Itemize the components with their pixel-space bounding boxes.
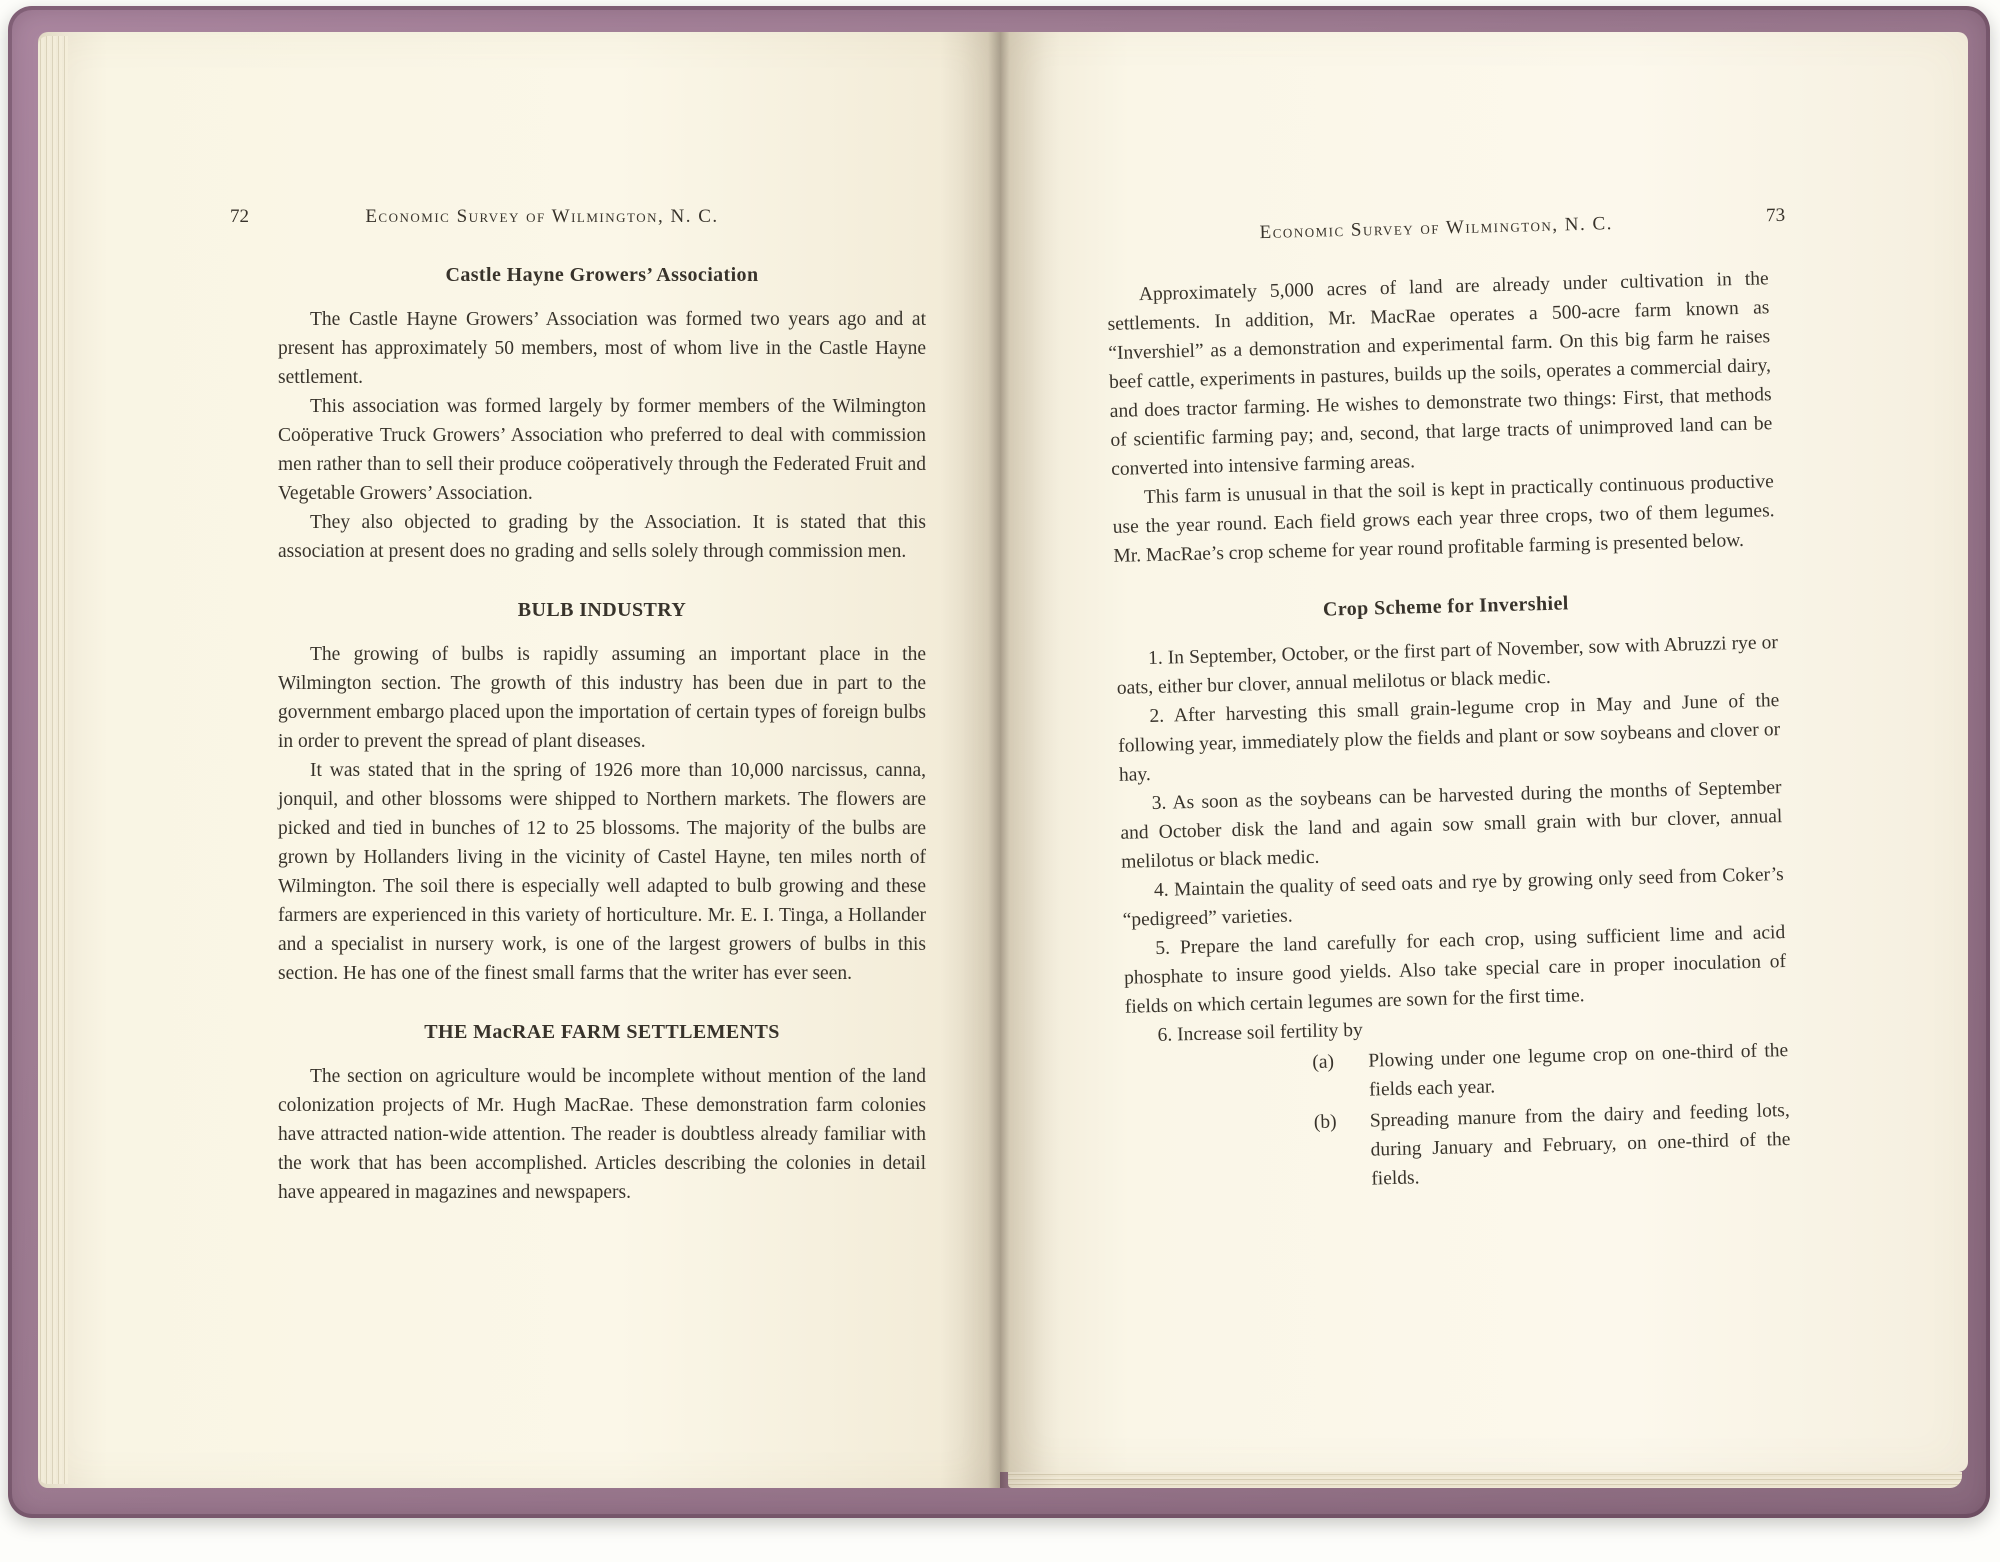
- book-cover: [8, 6, 1990, 1518]
- left-page-content: [230, 202, 926, 1207]
- page-number-left: 72: [230, 206, 249, 227]
- subitem-label-a: (a): [1312, 1051, 1335, 1074]
- subitem-label-b: (b): [1313, 1111, 1337, 1133]
- subitem-text-a: Plowing under one legume crop on one-third of the fields each year.: [1368, 1039, 1789, 1101]
- list-item-6: 6. Increase soil fertility by: [1157, 1019, 1364, 1046]
- paragraph: This farm is unusual in that the soil is kept in practically continuous productive use the year round. Each field grows each year three crops, two of them legumes. Mr. MacRae’s crop scheme for year round profitable farming is presented below.: [1112, 471, 1775, 567]
- right-page-content: [1105, 205, 1792, 1199]
- list-item-2: 2. After harvesting this small grain-legume crop in May and June of the following year, immediately plow the fields and plant or sow soybeans and clover or hay.: [1118, 690, 1781, 786]
- open-pages: [38, 32, 1968, 1488]
- running-title-left: Economic Survey of Wilmington, N. C.: [365, 206, 719, 227]
- running-head-left: [230, 202, 806, 231]
- heading-bulb-industry: BULB INDUSTRY: [517, 599, 687, 621]
- heading-castle-hayne-growers-association: Castle Hayne Growers’ Association: [445, 264, 759, 286]
- list-item-5: 5. Prepare the land carefully for each crop, using sufficient lime and acid phosphate to insure good yields. Also take special care in proper inoculation of fields on which certain legumes are sown for the first time.: [1123, 922, 1787, 1018]
- paragraph: They also objected to grading by the Association. It is stated that this association at present does no grading and sells solely through commission men.: [278, 512, 926, 562]
- paragraph: The Castle Hayne Growers’ Association was formed two years ago and at present has approximately 50 members, most of whom live in the Castle Hayne settlement.: [278, 309, 926, 388]
- heading-crop-scheme-invershiel: Crop Scheme for Invershiel: [1322, 592, 1569, 621]
- paragraph: Approximately 5,000 acres of land are already under cultivation in the settlements. In addition, Mr. MacRae operates a 500-acre farm known as “Invershiel” as a demonstration and experimental farm. On this big farm he raises beef cattle, experiments in pastures, builds up the soils, operates a commercial dairy, and does tractor farming. He wishes to demonstrate two things: First, that methods of scientific farming pay; and, second, that large tracts of unimproved land can be converted into intensive farming areas.: [1107, 268, 1773, 480]
- page-number-right: 73: [1765, 204, 1786, 227]
- page-left: [38, 32, 1000, 1488]
- list-item-3: 3. As soon as the soybeans can be harvested during the months of September and October disk the land and again sow small grain with bur clover, annual melilotus or black medic.: [1120, 777, 1783, 873]
- paragraph: The section on agriculture would be incomplete without mention of the land colonization projects of Mr. Hugh MacRae. These demonstration farm colonies have attracted nation-wide attention. The reader is doubtless already familiar with the work that has been accomplished. Articles describing the colonies in detail have appeared in magazines and newspapers.: [278, 1066, 926, 1203]
- running-head-right: [1105, 204, 1786, 251]
- running-title-right: Economic Survey of Wilmington, N. C.: [1259, 213, 1614, 244]
- page-right: [1000, 32, 1968, 1472]
- list-item-1: 1. In September, October, or the first part of November, sow with Abruzzi rye or oats, either bur clover, annual melilotus or black medic.: [1116, 632, 1779, 699]
- list-subitem-b: [1128, 1096, 1792, 1200]
- paragraph: The growing of bulbs is rapidly assuming an important place in the Wilmington section. The growth of this industry has been due in part to the government embargo placed upon the importation of certain types of foreign bulbs in order to prevent the spread of plant diseases.: [278, 644, 926, 752]
- subitem-text-b: Spreading manure from the dairy and feeding lots, during January and February, on one-third of the fields.: [1369, 1099, 1791, 1190]
- page-edge-stack-bottom: [1008, 1472, 1962, 1488]
- paragraph: This association was formed largely by former members of the Wilmington Coöperative Truck Growers’ Association who preferred to deal with commission men rather than to sell their produce coöperatively through the Federated Fruit and Vegetable Growers’ Association.: [278, 396, 926, 504]
- list-item-4: 4. Maintain the quality of seed oats and rye by growing only seed from Coker’s “pedigreed” varieties.: [1122, 864, 1784, 931]
- heading-macrae-farm-settlements: THE MacRAE FARM SETTLEMENTS: [424, 1021, 780, 1043]
- paragraph: It was stated that in the spring of 1926 more than 10,000 narcissus, canna, jonquil, and other blossoms were shipped to Northern markets. The flowers are picked and tied in bunches of 12 to 25 blossoms. The majority of the bulbs are grown by Hollanders living in the vicinity of Castel Hayne, ten miles north of Wilmington. The soil there is especially well adapted to bulb growing and these farmers are experienced in this variety of horticulture. Mr. E. I. Tinga, a Hollander and a specialist in nursery work, is one of the largest growers of bulbs in this section. He has one of the finest small farms that the writer has ever seen.: [278, 760, 926, 984]
